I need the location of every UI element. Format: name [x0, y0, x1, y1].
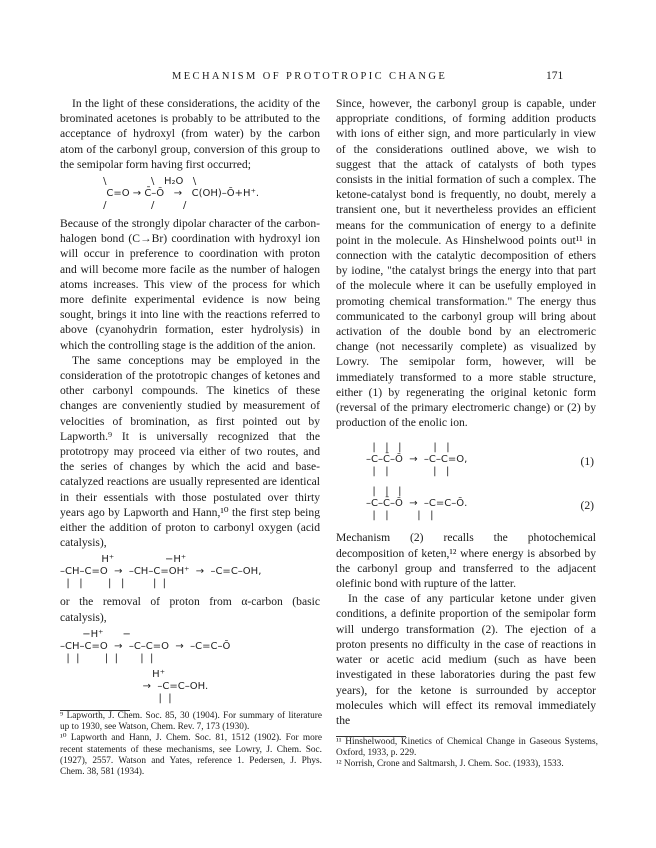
paragraph: Because of the strongly dipolar character of the carbon-halogen bond (C→Br) coordination with hydroxyl ion will occur in preference to coordination with proton and will become more facile as the number of halogen atoms increases. This view of the process for which more definite experimental evidence is now being sought, brings it into line with the reactions referred to above (cyanohydrin formation, ester hydrolysis) in which the controlling stage is the addition of the anion. [60, 217, 320, 352]
paragraph: or the removal of proton from α-carbon (basic catalysis), [60, 595, 320, 624]
footnote-12: ¹² Norrish, Crone and Saltmarsh, J. Chem. Soc. (1933), 1533. [336, 759, 564, 770]
equation-1-number: (1) [580, 455, 594, 469]
equation-2-formula: | | | –C–C̄–Ō → –C=C–Ō. | | | | [366, 486, 468, 522]
running-head: MECHANISM OF PROTOTROPIC CHANGE [172, 71, 448, 82]
footnote-10: ¹⁰ Lapworth and Hann, J. Chem. Soc. 81, 1512 (1902). For more recent statements of these mechanisms, see Lowry, J. Chem. Soc. (1927), 2557. Watson and Yates, reference 1. Pedersen, J. Phys. Chem. 38, 581 (1934). [60, 733, 322, 778]
footnotes-right [336, 736, 598, 771]
footnote-9: ⁹ Lapworth, J. Chem. Soc. 85, 30 (1904). For summary of literature up to 1930, see Watson, Chem. Rev. 7, 173 (1930). [60, 711, 322, 733]
paragraph: Mechanism (2) recalls the photochemical decomposition of keten,¹² where energy is absorbed by the carbonyl group and transferred to the adjacent olefinic bond with rupture of the latter. [336, 531, 596, 591]
paragraph: In the light of these considerations, the acidity of the brominated acetones is probably to be attributed to the acceptance of hydroxyl (from water) by the carbon atom of the carbonyl group, conversion of this group to the semipolar form having first occurred; [60, 97, 320, 171]
equation-2 [336, 486, 596, 522]
formula-basic-catalysis: −H⁺ − –CH–C=O → –C–C=O → –C=C–Ō | | | | | | [60, 628, 231, 664]
formula-basic-catalysis-continued: H⁺ → –C=C–OH. | | [142, 668, 209, 704]
footnotes-left [60, 710, 322, 778]
formula-semipolar-hydroxyl: \ \ H₂O \ C=O → C̄–Ō → C(OH)–Ō+H⁺. / / / [103, 176, 260, 212]
page-number: 171 [546, 70, 564, 82]
paragraph: Since, however, the carbonyl group is capable, under appropriate conditions, of forming addition products with ions of either sign, and more particularly in view of the considerations outlined above, we wish to suggest that the attack of catalysts of both types consists in the initial formation of such a complex. The ketone-catalyst bond is frequently, no doubt, merely a transient one, but it nevertheless provides an efficient means for the communication of energy to a definite point in the molecule. As Hinshelwood points out¹¹ in connection with the catalytic decomposition of ethers by iodine, "the catalyst brings the energy into that part of the molecule where it can be usefully employed in promoting chemical transformation." The energy thus communicated to the carbonyl group will bring about activation of the double bond by an electromeric change (not necessarily complete) as visualized by Lowry. The semipolar form, however, will be immediately transformed to a more stable structure, either (1) by regenerating the original ketonic form (reversal of the primary electromeric change) or (2) by production of the enolic ion. [336, 97, 596, 430]
footnote-11: ¹¹ Hinshelwood, Kinetics of Chemical Change in Gaseous Systems, Oxford, 1933, p. 229. [336, 737, 598, 759]
left-column [60, 96, 320, 709]
equation-2-number: (2) [580, 499, 594, 513]
formula-acid-catalysis: H⁺ −H⁺ –CH–C=O → –CH–C=OH⁺ → –C=C–OH, | | | | | | [60, 554, 262, 590]
right-column [336, 96, 596, 728]
paragraph: The same conceptions may be employed in the consideration of the prototropic changes of ketones and other carbonyl compounds. The kinetics of these changes are conveniently studied by measurement of velocities of bromination, as first pointed out by Lapworth.⁹ It is universally recognized that the prototropy may proceed via either of two routes, and the series of changes by which the acid and base-catalyzed reactions are usually represented are identical in their essentials with those postulated over thirty years ago by Lapworth and Hann,¹⁰ the first step being either the addition of proton to carbonyl oxygen (acid catalysis), [60, 353, 320, 550]
paragraph: In the case of any particular ketone under given conditions, a definite proportion of the semipolar form will undergo transformation (2). The ejection of a proton presents no difficulty in the case of reactions in water or acetic acid medium (such as have been investigated in these laboratories during the past few years), for the ketone is surrounded by acceptor molecules which will effect its removal immediately the [336, 592, 596, 727]
equation-1-formula: | | | | | –C–C̄–Ō → –C–C=O, | | | | [366, 442, 468, 478]
equation-1 [336, 442, 596, 478]
